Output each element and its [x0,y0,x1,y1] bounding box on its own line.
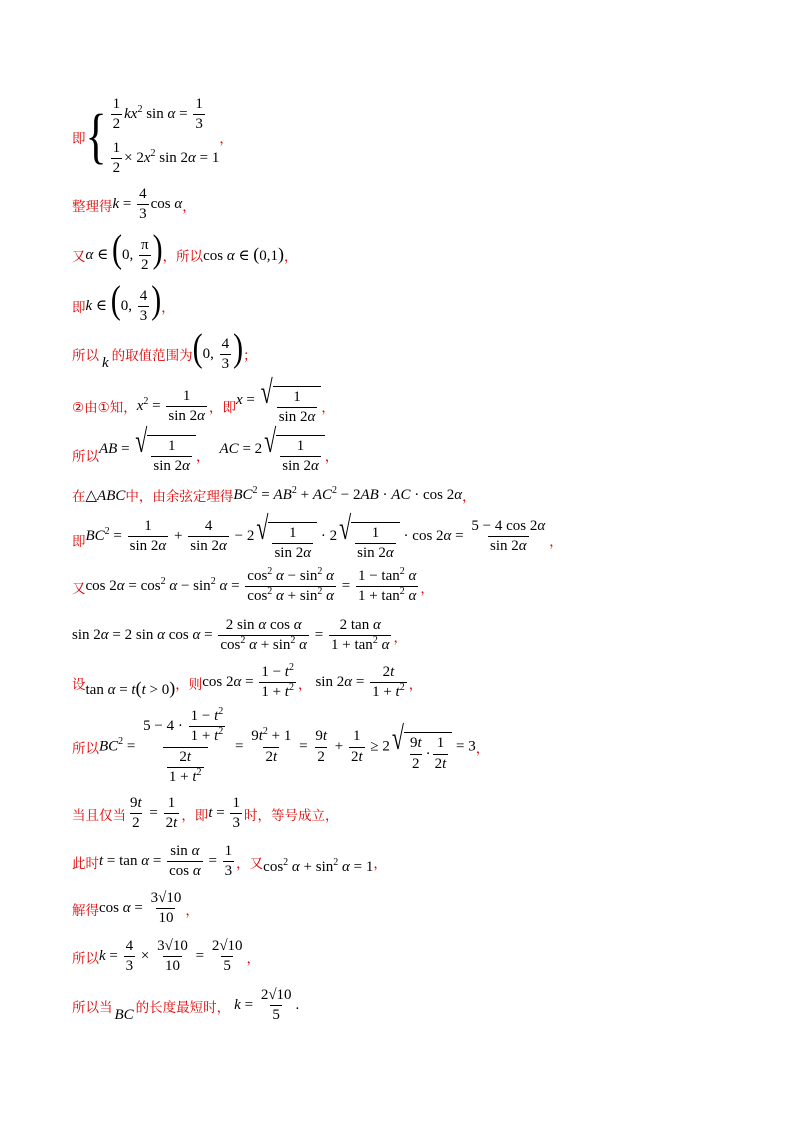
system-eq-2: $\frac{1}{2}$ × $2x^2$ sin 2α = 1 [112,139,220,176]
tail: ， [185,902,199,919]
tail: ， [549,534,563,551]
lead: 即 [72,130,86,147]
tail: ， [408,676,423,693]
step-tan-value [72,843,387,881]
tail: ， [420,580,434,597]
lead: 即 [72,299,86,316]
step-k-interval [72,278,175,325]
lead: 所以当 [72,999,113,1016]
tail: ， [393,629,407,646]
mid: ，即 [209,400,236,417]
bc-squared-expr: $BC^2$ = $\frac{1}{\sin 2\alpha}$ + $\frac{4}{\sin 2\alpha}$ − 2 √ $\frac{1}{\sin 2\alpha}$ · 2 √ $\frac{1}{\sin 2\alpha}$ · cos 2α = $\frac{5 - 4 \cos 2\alpha}{\sin 2\alpha}$ [85,509,546,562]
lead: 又 [72,248,86,265]
tail: ； [243,347,257,364]
k-final: k = $\frac{2√10}{5}$ [234,987,292,1024]
x-squared: $x^2$ = $\frac{1}{\sin 2\alpha}$ [136,387,205,424]
lead: 在 [72,489,86,505]
mid2: ， [297,676,312,693]
mid: ，即 [181,807,209,824]
ab: AB = √ $\frac{1}{\sin 2\alpha}$ [99,435,196,476]
tail: ， [161,299,175,316]
step-k-value [72,938,260,976]
step-k-range-answer [72,326,257,373]
tail: ， [219,130,233,147]
mid: 的长度最短时， [135,999,231,1016]
tail: ， [246,950,261,967]
mid: ，又 [236,855,264,872]
tail: ， [182,198,196,215]
x-value: x = √ $\frac{1}{\sin 2\alpha}$ [236,386,321,427]
tail: ， [475,741,490,757]
lead: 此时 [72,855,99,872]
step-part2-x [72,372,335,427]
system-eq-1: $\frac{1}{2}$ $kx^2$ sin α = $\frac{1}{3}$ [112,96,203,133]
tail: ， [321,400,335,417]
sin2a-t: sin 2α = $\frac{2t}{1 + t^2}$ [315,664,405,701]
mid: 的取值范围为 [111,347,193,364]
step-am-gm [72,708,489,786]
tan-value: t = tan α = $\frac{\text{sin α}}{\text{cos α}}$ = $\frac{1}{3}$ [99,843,233,880]
ac: AC = 2 √ $\frac{1}{\sin 2\alpha}$ [220,435,325,476]
step-alpha-range [72,227,298,274]
mid: ，所以 [162,248,204,265]
step-system [72,96,233,177]
lead: 当且仅当 [72,807,126,824]
lead: 所以 [72,347,99,364]
step-substitution [72,664,422,702]
k-interval: k ∈ (0, $\frac{4}{3}$ ) [85,278,162,325]
k-eq: k = $\frac{4}{3}$ cos α [112,186,183,223]
step-k-expression [72,186,196,224]
alpha-interval: α ∈ (0, $\frac{\pi}{2}$ ) [85,227,163,274]
lead: ②由①知， [72,400,137,417]
left-brace: { [85,101,107,171]
tail: ， [324,449,339,466]
mid: ，则 [175,676,203,693]
lead: 整理得 [72,198,113,215]
step-sin2a [72,617,407,655]
k-value: k = $\frac{4}{3}$ × $\frac{3√10}{10}$ = $\frac{2√10}{5}$ [99,938,243,975]
lead: 又 [72,580,86,597]
cos-value: cos α = $\frac{3√10}{10}$ [99,890,182,927]
lead: 所以 [72,741,99,757]
equality: $\frac{9t}{2}$ = $\frac{1}{2t}$ [130,795,178,832]
lead: 所以 [72,950,99,967]
mid: 中，由余弦定理得 [125,489,234,505]
cos2a-t: cos 2α = $\frac{1 - t^2}{1 + t^2}$ [202,662,294,701]
tan-sub: tan α = t(t > 0) [85,678,176,699]
step-law-of-cosines [72,485,476,505]
lead: 所以 [72,449,99,466]
tail: ， [462,489,476,505]
tail: 时，等号成立， [243,807,339,824]
lead: 解得 [72,902,99,919]
step-conclusion [72,987,299,1025]
tail: ， [284,248,298,265]
t-value: t = $\frac{1}{3}$ [208,795,240,832]
pythagorean: $\cos^2 \alpha + \sin^2 \alpha = 1$ [263,857,374,876]
cos-interval: cos α ∈ (0,1) [203,244,285,265]
mid: ， [196,449,210,466]
sin2a-expr: sin 2α = 2 sin α cos α = $\frac{\text{2 sin α cos α}}{\cos^2 \alpha + \sin^2 \alpha}$ = $\frac{\text{2 tan α}}{1 + \tan^2 \alpha}$ [72,617,390,654]
cosine-law: $BC^2 = AB^2 + AC^2 - 2AB$ · AC · cos 2α [233,484,463,503]
step-equality-condition [72,795,338,833]
lead: 即 [72,534,86,551]
range: (0, $\frac{4}{3}$ ) [192,326,244,373]
tail: ， [373,855,387,872]
step-ab-ac [72,421,339,476]
step-cos-value [72,890,199,928]
var-bc: BC [114,1007,134,1024]
tail: . [295,997,300,1014]
lead: 设 [72,676,86,693]
var-k: k [102,355,109,372]
step-cos2a [72,568,434,606]
bc-squared-t: $BC^2$ = 5 − 4 · $\frac{1 - t^2}{1 + t^2}$ $\frac{2t}{1 + t^2}$ = $\frac{9t^2 + 1}{2t}$ = $\frac{9t}{2}$ + $\frac{1}{2t}$ ≥ 2 √ $\frac{9t}{2}$ · $\frac{1}{2t}$ = 3 [99,706,476,785]
cos2a-expr: $\cos 2\alpha = \cos^2 \alpha - \sin^2 \alpha$ = $\frac{\cos^2 \alpha - \sin^2 \alpha}{\cos^2 \alpha + \sin^2 \alpha}$ = $\frac{1 - \tan^2 \alpha}{1 + \tan^2 \alpha}$ [85,566,417,605]
equation-system [109,96,220,177]
step-bc-squared [72,509,563,563]
triangle: △ABC [85,487,126,504]
